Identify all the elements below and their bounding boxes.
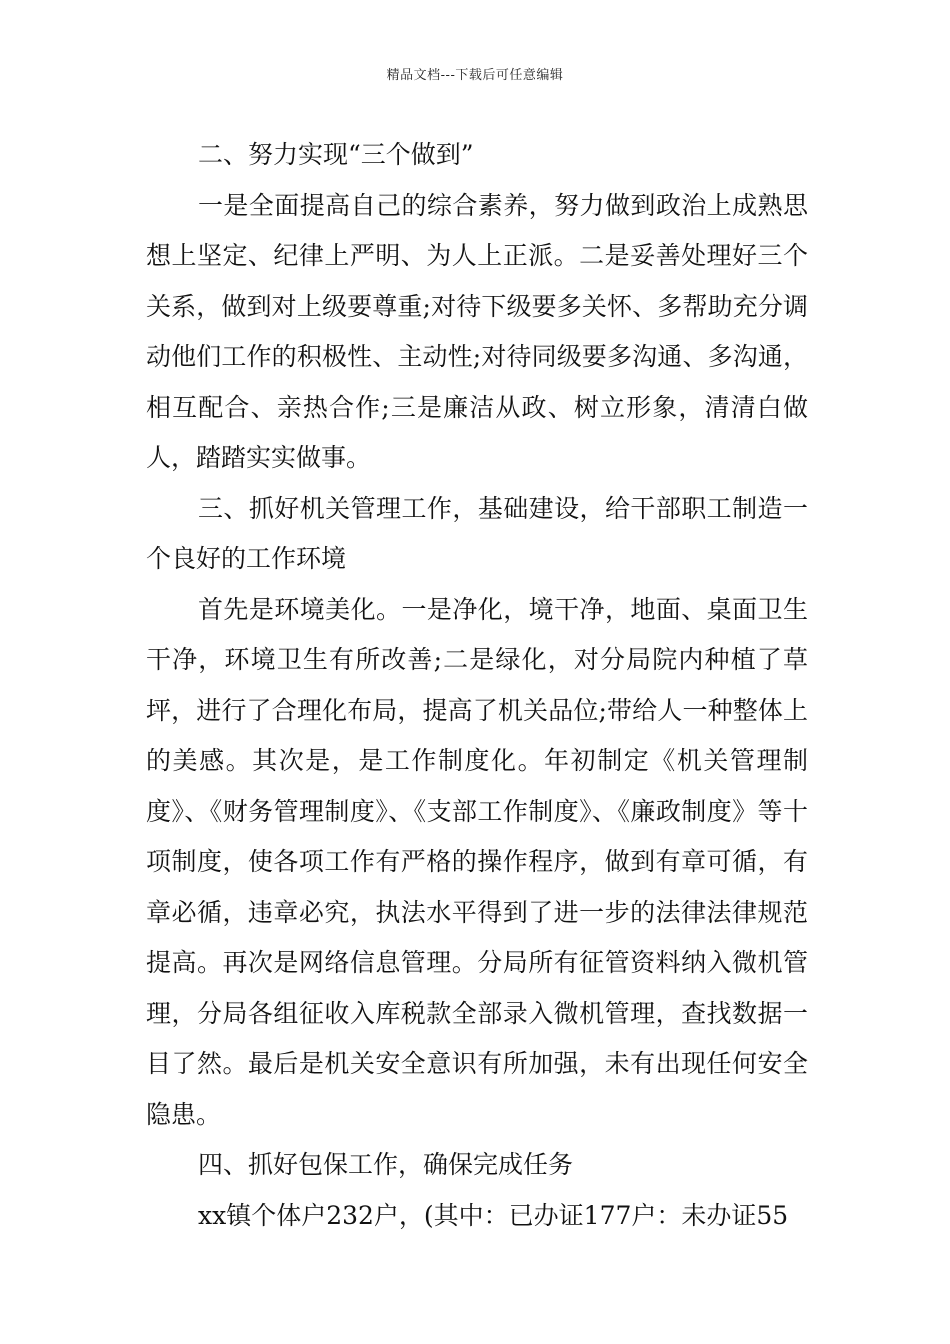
paragraph-environment-management: 首先是环境美化。一是净化，境干净，地面、桌面卫生干净，环境卫生有所改善;二是绿化，对分局院内种植了草坪，进行了合理化布局，提高了机关品位;带给人一种整体上的美感。其次是，是工作制度化。年初制定《机关管理制度》、《财务管理制度》、《支部工作制度》、《廉政制度》等十项制度，使各项工作有严格的操作程序，做到有章可循，有章必循，违章必究，执法水平得到了进一步的法律法律规范提高。再次是网络信息管理。分局所有征管资料纳入微机管理，分局各组征收入库税款全部录入微机管理，查找数据一目了然。最后是机关安全意识有所加强，未有出现任何安全隐患。: [146, 594, 808, 1129]
section-heading-3: 三、抓好机关管理工作，基础建设，给干部职工制造一个良好的工作环境: [146, 493, 808, 573]
page-header: 精品文档---下载后可任意编辑: [386, 68, 564, 83]
document-body: [146, 130, 808, 1241]
paragraph-three-achievements: 一是全面提高自己的综合素养，努力做到政治上成熟思想上坚定、纪律上严明、为人上正派。二是妥善处理好三个关系，做到对上级要尊重;对待下级要多关怀、多帮助充分调动他们工作的积极性、主动性;对待同级要多沟通、多沟通，相互配合、亲热合作;三是廉洁从政、树立形象，清清白做人，踏踏实实做事。: [146, 190, 808, 472]
section-heading-4: 四、抓好包保工作，确保完成任务: [198, 1150, 574, 1179]
paragraph-households: xx镇个体户232户，(其中：已办证177户：未办证55: [198, 1200, 789, 1230]
section-heading-2: 二、努力实现“三个做到”: [198, 140, 474, 169]
